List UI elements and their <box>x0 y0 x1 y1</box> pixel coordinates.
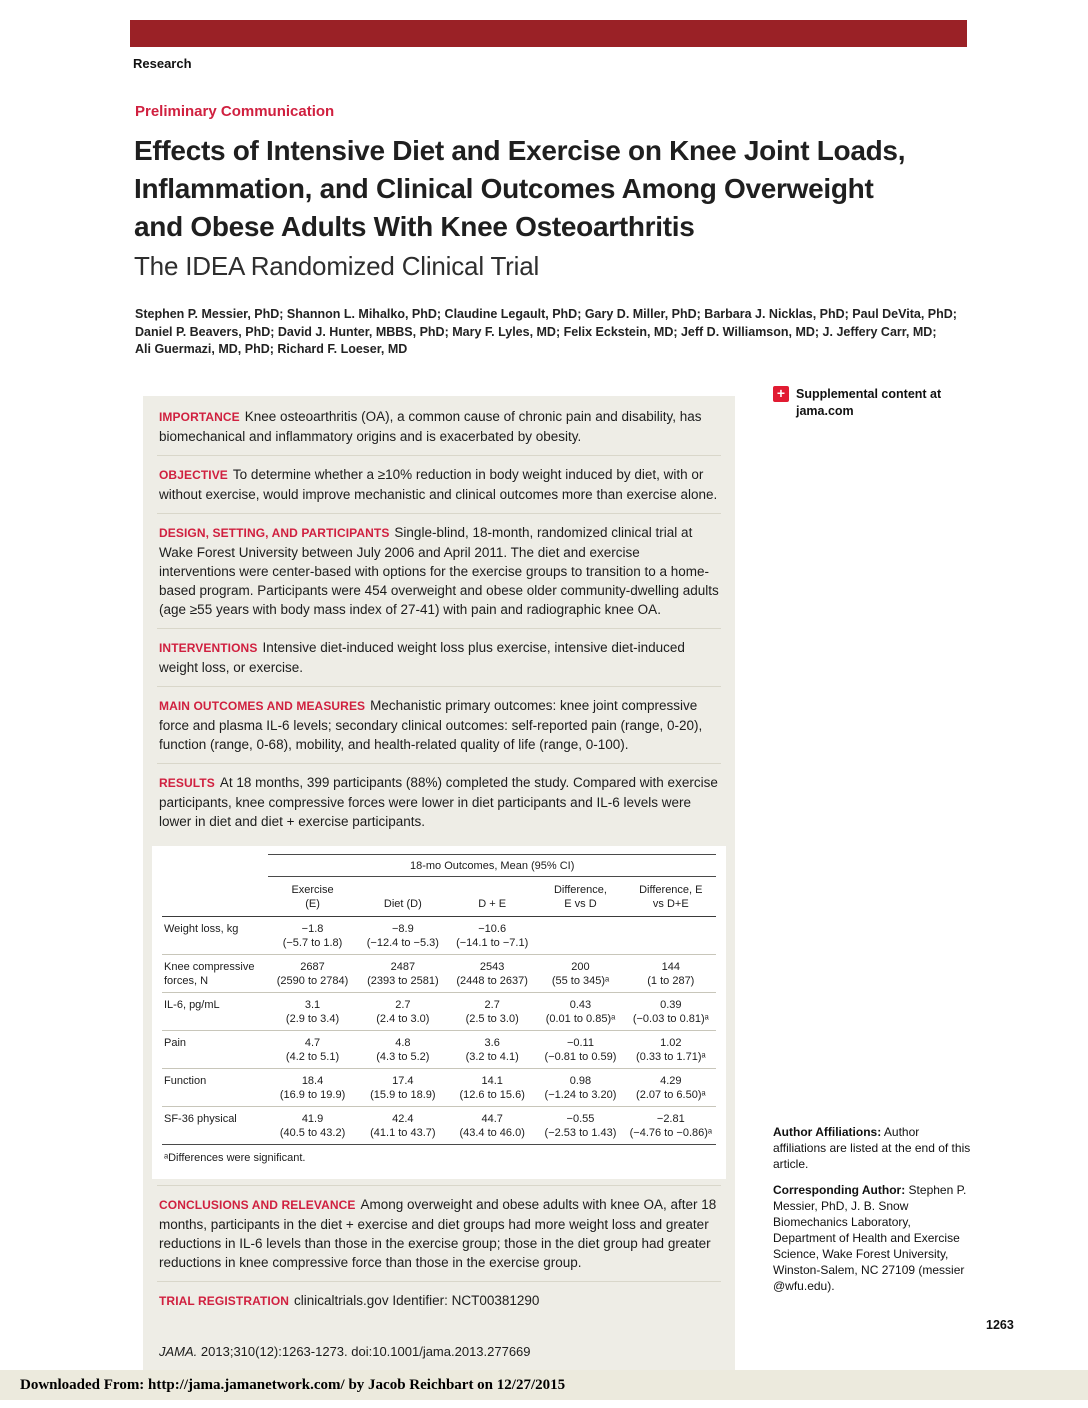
table-row-pain: Pain 4.7 (4.2 to 5.1) 4.8 (4.3 to 5.2) 3.6 (3.2 to 4.1) −0.11 (−0.81 to 0.59) 1.02 (0.33 to 1.71)ᵃ <box>162 1031 716 1069</box>
cell: 41.9 (40.5 to 43.2) <box>279 1113 346 1139</box>
cell: 2.7 (2.5 to 3.0) <box>449 993 535 1031</box>
table-spanner-row <box>162 855 716 877</box>
author-line-1: Stephen P. Messier, PhD; Shannon L. Mihalko, PhD; Claudine Legault, PhD; Gary D. Miller, PhD; Barbara J. Nicklas, PhD; Paul DeVita, PhD; <box>135 307 957 321</box>
section-text: At 18 months, 399 participants (88%) completed the study. Compared with exercise participants, knee compressive forces were lower in diet participants and IL-6 levels were lower in diet and diet + exercise participants. <box>159 775 718 829</box>
section-text: Intensive diet-induced weight loss plus exercise, intensive diet-induced weight loss, or exercise. <box>159 640 685 675</box>
cell: −8.9 (−12.4 to −5.3) <box>357 917 449 955</box>
outcomes-table <box>162 854 716 1167</box>
table-header-row <box>162 877 716 917</box>
cell: 18.4 (16.9 to 19.9) <box>268 1069 356 1107</box>
cell: 3.6 (3.2 to 4.1) <box>449 1031 535 1069</box>
section-label: RESULTS <box>159 776 215 790</box>
title-line-3: and Obese Adults With Knee Osteoarthritis <box>134 211 695 242</box>
article-type-label: Preliminary Communication <box>135 103 335 120</box>
cell: 2.7 (2.4 to 3.0) <box>357 993 449 1031</box>
col-header-diff-e-vs-d: Difference, E vs D <box>535 877 625 917</box>
table-row-sf36: SF-36 physical 41.9 (40.5 to 43.2) 42.4 (41.1 to 43.7) 44.7 (43.4 to 46.0) −0.55 (−2.53 to 1.43) −2.81 (−4.76 to −0.86)ᵃ <box>162 1107 716 1145</box>
section-label: DESIGN, SETTING, AND PARTICIPANTS <box>159 526 390 540</box>
cell: 1.02 (0.33 to 1.71)ᵃ <box>626 1031 716 1069</box>
col-header-diet: Diet (D) <box>357 877 449 917</box>
author-line-3: Ali Guermazi, MD, PhD; Richard F. Loeser, MD <box>135 342 408 356</box>
table-spanner: 18-mo Outcomes, Mean (95% CI) <box>268 855 716 877</box>
supplemental-content-link[interactable] <box>773 386 978 419</box>
section-text: Knee osteoarthritis (OA), a common cause of chronic pain and disability, has biomechanical and inflammatory origins and is exacerbated by obesity. <box>159 409 702 444</box>
cell: 0.43 (0.01 to 0.85)ᵃ <box>535 993 625 1031</box>
journal-name: JAMA. <box>159 1344 198 1359</box>
section-text: Single-blind, 18-month, randomized clinical trial at Wake Forest University between July 2006 and April 2011. The diet and exercise interventions were center-based with options for the exercise groups to transition to a home-based program. Participants were 454 overweight and obese older community-dwelling adults (age ≥55 years with body mass index of 27-41) with pain and radiographic knee OA. <box>159 525 719 617</box>
section-text: Among overweight and obese adults with knee OA, after 18 months, participants in the diet + exercise and diet groups had more weight loss and greater reductions in IL-6 levels than those in the exercise group; those in the diet group had greater reductions in knee compressive force than those in the exercise group. <box>159 1197 717 1270</box>
cell: −2.81 (−4.76 to −0.86)ᵃ <box>629 1113 712 1139</box>
cell: 144 (1 to 287) <box>626 955 716 993</box>
cell: 4.29 (2.07 to 6.50)ᵃ <box>626 1069 716 1107</box>
cell: 4.7 (4.2 to 5.1) <box>268 1031 356 1069</box>
corresponding-author-label: Corresponding Author: <box>773 1183 906 1197</box>
section-kicker: Research <box>133 56 192 71</box>
cell: −1.8 (−5.7 to 1.8) <box>268 917 356 955</box>
cell: 2487 (2393 to 2581) <box>357 955 449 993</box>
table-row-function: Function 18.4 (16.9 to 19.9) 17.4 (15.9 to 18.9) 14.1 (12.6 to 15.6) 0.98 (−1.24 to 3.20) 4.29 (2.07 to 6.50)ᵃ <box>162 1069 716 1107</box>
abstract-panel <box>143 396 735 1381</box>
cell: 0.98 (−1.24 to 3.20) <box>535 1069 625 1107</box>
cell: −0.11 (−0.81 to 0.59) <box>535 1031 625 1069</box>
download-provenance: Downloaded From: http://jama.jamanetwork.com/ by Jacob Reichbart on 12/27/2015 <box>20 1377 566 1393</box>
table-footnote: ᵃDifferences were significant. <box>162 1145 716 1168</box>
cell: 17.4 (15.9 to 18.9) <box>357 1069 449 1107</box>
abstract-section-importance <box>157 398 721 455</box>
plus-icon: + <box>773 386 789 402</box>
abstract-section-design <box>157 513 721 628</box>
trial-registration-id: clinicaltrials.gov Identifier: NCT00381290 <box>294 1293 540 1308</box>
affiliations-block <box>773 1124 973 1304</box>
cell: 2687 (2590 to 2784) <box>268 955 356 993</box>
abstract-section-results <box>157 763 721 840</box>
section-label: INTERVENTIONS <box>159 641 258 655</box>
col-header-exercise: Exercise (E) <box>268 877 356 917</box>
citation-detail: 2013;310(12):1263-1273. doi:10.1001/jama.2013.277669 <box>197 1344 531 1359</box>
section-label: IMPORTANCE <box>159 410 240 424</box>
cell: 14.1 (12.6 to 15.6) <box>449 1069 535 1107</box>
table-row-il6: IL-6, pg/mL 3.1 (2.9 to 3.4) 2.7 (2.4 to 3.0) 2.7 (2.5 to 3.0) 0.43 (0.01 to 0.85)ᵃ 0.39 (−0.03 to 0.81)ᵃ <box>162 993 716 1031</box>
author-list <box>135 306 995 359</box>
section-label: CONCLUSIONS AND RELEVANCE <box>159 1198 356 1212</box>
cell: −10.6 (−14.1 to −7.1) <box>449 917 535 955</box>
title-line-1: Effects of Intensive Diet and Exercise on Knee Joint Loads, <box>134 135 906 166</box>
section-text: Mechanistic primary outcomes: knee joint compressive force and plasma IL-6 levels; secondary clinical outcomes: self-reported pain (range, 0-20), function (range, 0-68), mobility, and health-related quality of life (range, 0-100). <box>159 698 703 752</box>
cell: 2543 (2448 to 2637) <box>449 955 535 993</box>
author-affiliations-note: Author Affiliations: Author affiliations are listed at the end of this article. <box>773 1125 971 1171</box>
abstract-section-interventions <box>157 628 721 686</box>
table-row-weight-loss: Weight loss, kg −1.8 (−5.7 to 1.8) −8.9 (−12.4 to −5.3) −10.6 (−14.1 to −7.1) <box>162 917 716 955</box>
corresponding-author-note: Corresponding Author: Stephen P. Messier, PhD, J. B. Snow Biomechanics Laboratory, Department of Health and Exercise Science, Wake Forest University, Winston-Salem, NC 27109 (messier @wfu.edu). <box>773 1183 967 1293</box>
col-header-d-plus-e: D + E <box>449 877 535 917</box>
abstract-section-objective <box>157 455 721 513</box>
author-line-2: Daniel P. Beavers, PhD; David J. Hunter, MBBS, PhD; Mary F. Lyles, MD; Felix Eckstein, MD; Jeff D. Williamson, MD; J. Jeffery Carr, MD; <box>135 324 937 339</box>
article-title <box>134 132 984 286</box>
journal-banner-bar <box>130 20 967 47</box>
cell: 3.1 (2.9 to 3.4) <box>268 993 356 1031</box>
cell: 4.8 (4.3 to 5.2) <box>357 1031 449 1069</box>
cell: 42.4 (41.1 to 43.7) <box>370 1113 436 1139</box>
section-label: OBJECTIVE <box>159 468 228 482</box>
section-text: To determine whether a ≥10% reduction in body weight induced by diet, with or without exercise, would improve mechanistic and clinical outcomes more than exercise alone. <box>159 467 718 502</box>
article-citation <box>159 1344 719 1359</box>
outcomes-table-card <box>152 846 726 1179</box>
section-label: TRIAL REGISTRATION <box>159 1294 290 1308</box>
cell: 200 (55 to 345)ᵃ <box>535 955 625 993</box>
abstract-section-conclusions <box>157 1185 721 1281</box>
cell <box>535 917 625 955</box>
article-subtitle: The IDEA Randomized Clinical Trial <box>134 251 540 281</box>
author-affiliations-label: Author Affiliations: <box>773 1125 882 1139</box>
cell: 0.39 (−0.03 to 0.81)ᵃ <box>626 993 716 1031</box>
abstract-section-outcomes <box>157 686 721 763</box>
supplemental-content-label: Supplemental content at jama.com <box>796 387 942 418</box>
col-header-diff-e-vs-de: Difference, E vs D+E <box>626 877 716 917</box>
table-footnote-row <box>162 1145 716 1168</box>
cell: −0.55 (−2.53 to 1.43) <box>544 1113 617 1139</box>
abstract-section-trial-registration <box>157 1281 721 1320</box>
table-row-knee-forces: Knee compressive forces, N 2687 (2590 to 2784) 2487 (2393 to 2581) 2543 (2448 to 2637) 200 (55 to 345)ᵃ 144 (1 to 287) <box>162 955 716 993</box>
title-line-2: Inflammation, and Clinical Outcomes Among Overweight <box>134 173 874 204</box>
cell: 44.7 (43.4 to 46.0) <box>459 1113 525 1139</box>
section-label: MAIN OUTCOMES AND MEASURES <box>159 699 366 713</box>
page-number: 1263 <box>986 1318 1014 1332</box>
cell <box>626 917 716 955</box>
